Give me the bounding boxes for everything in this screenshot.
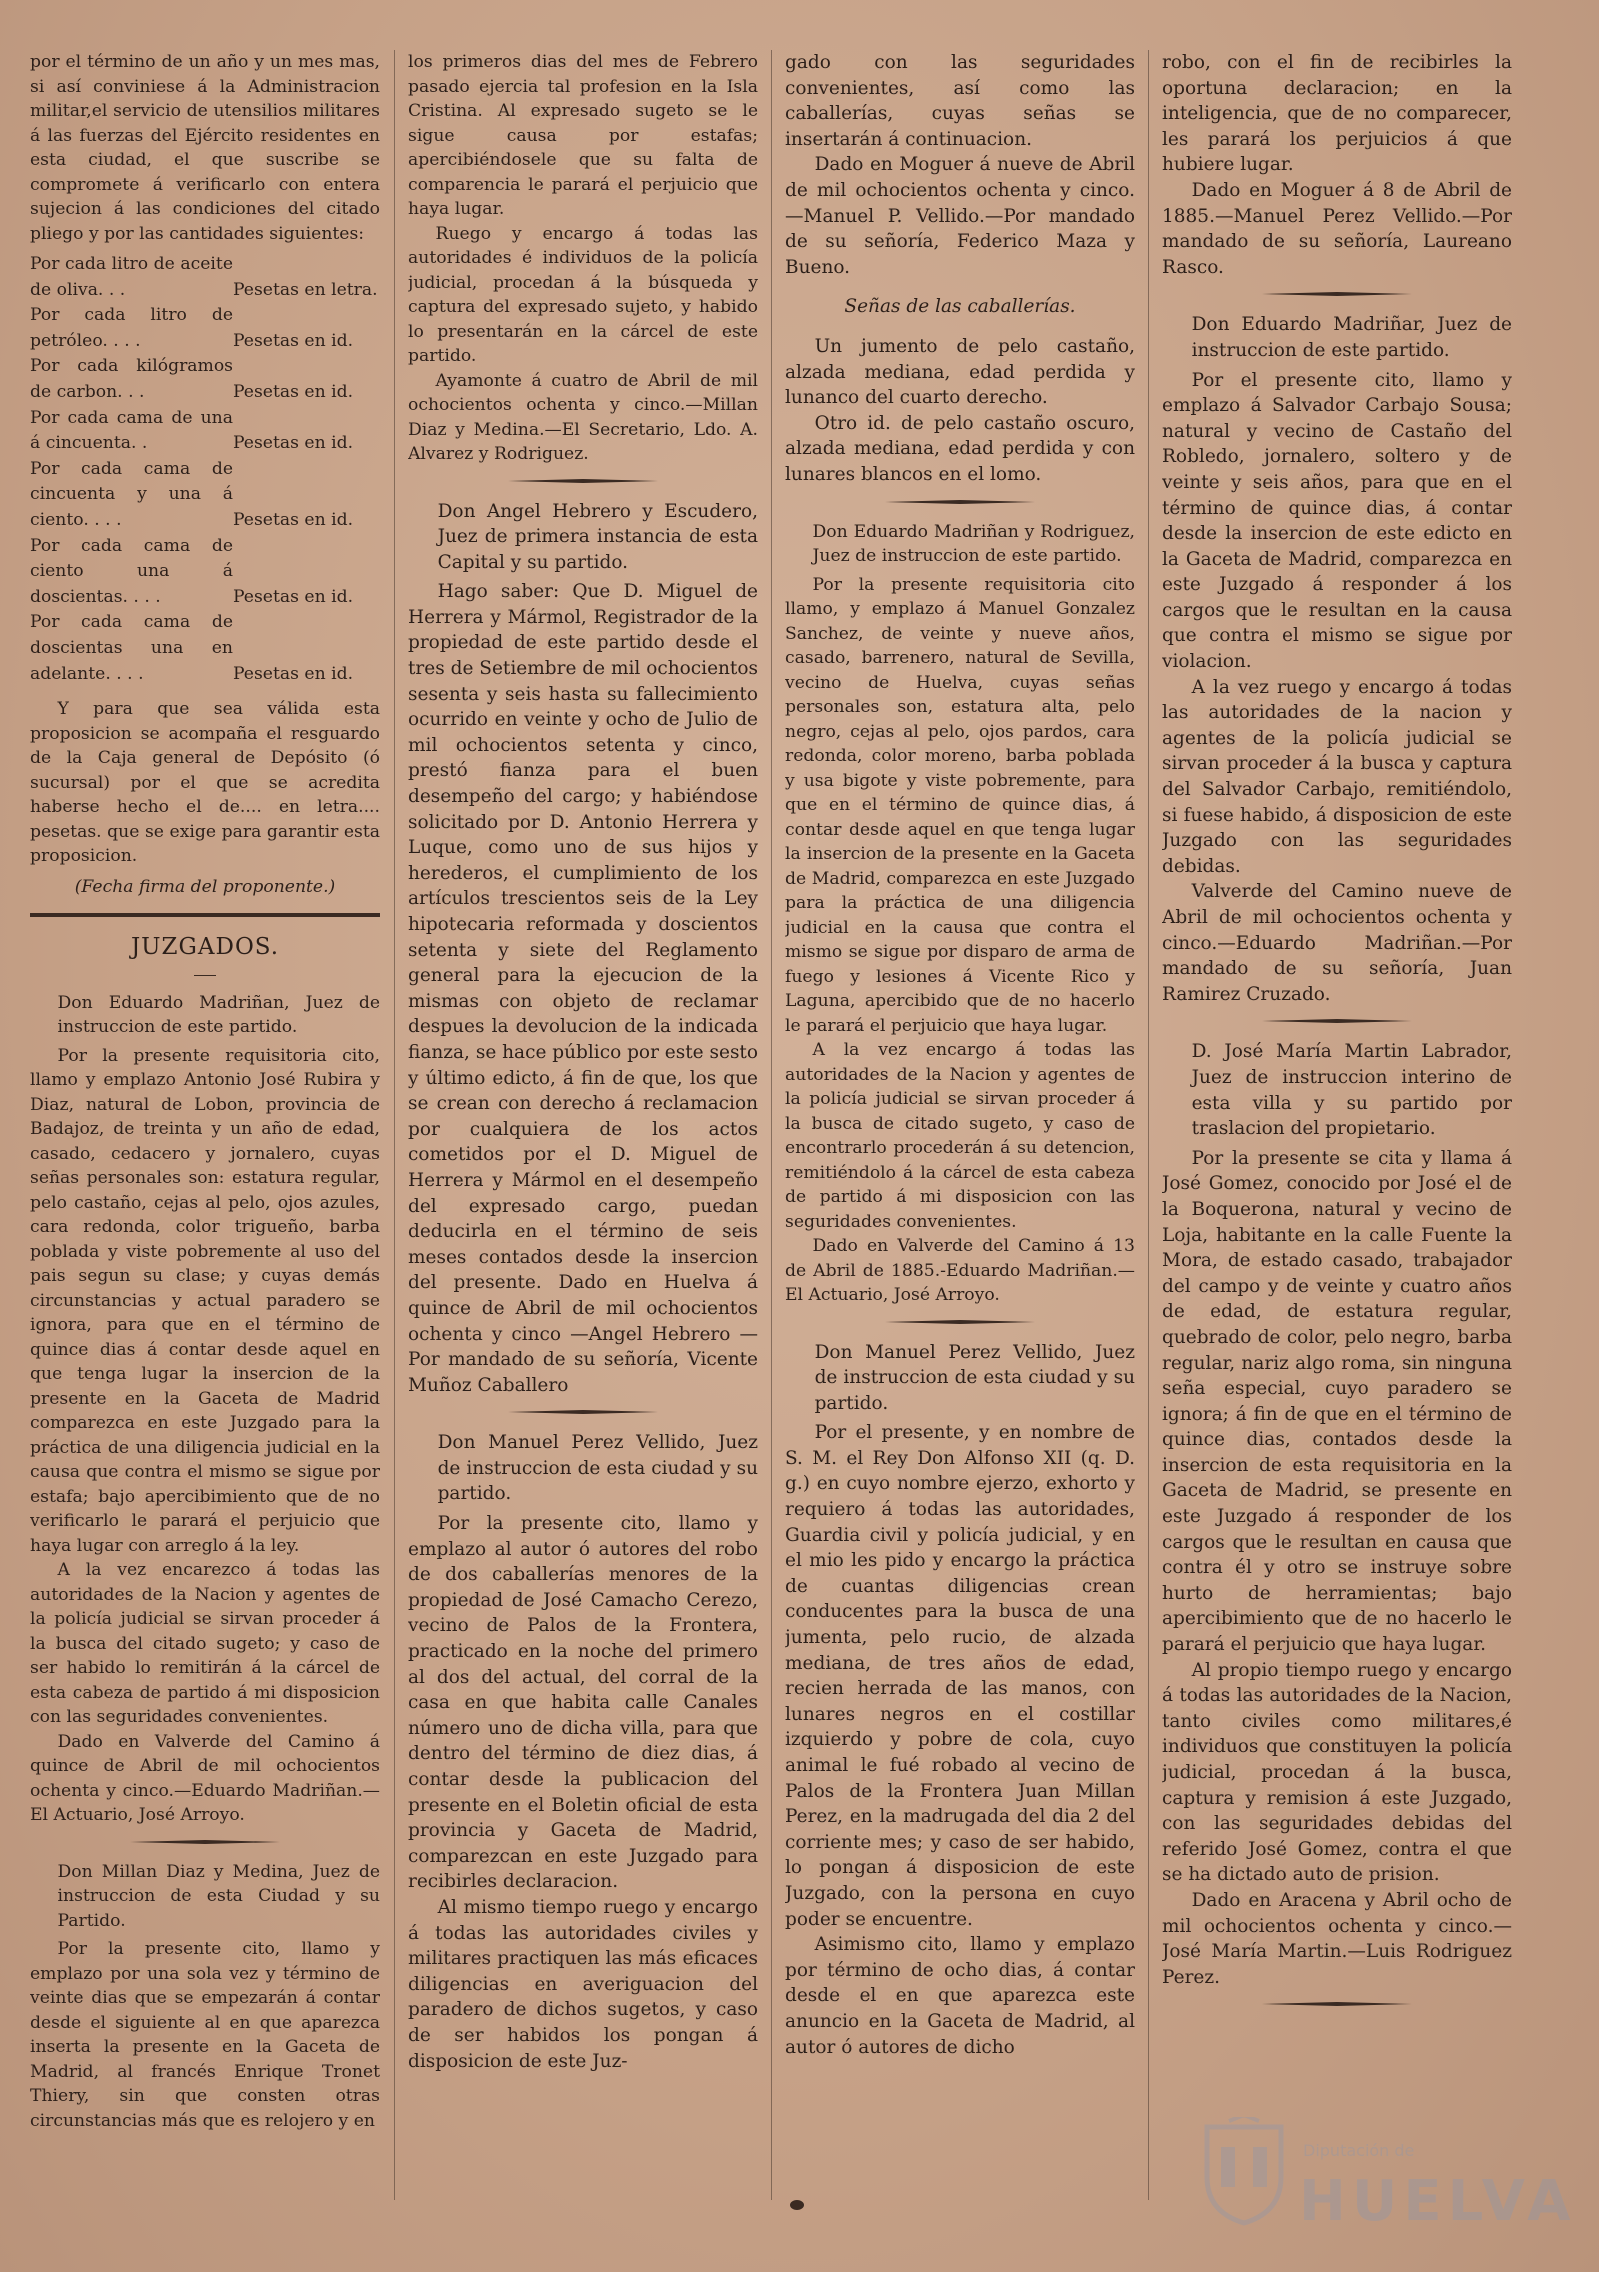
- ornament-divider: [1262, 1019, 1412, 1023]
- paragraph: Ayamonte á cuatro de Abril de mil ochocientos ochenta y cinco.—Millan Diaz y Medina.—El Secretario, Ldo. A. Alvarez y Rodriguez.: [408, 370, 758, 464]
- subheading: Señas de las caballerías.: [844, 296, 1076, 318]
- edict-heading: Don Manuel Perez Vellido, Juez de instruccion de esta ciudad y su partido.: [814, 1341, 1135, 1414]
- edict-heading: Don Eduardo Madriñar, Juez de instruccion de este partido.: [1191, 314, 1512, 361]
- paragraph: Por el presente, y en nombre de S. M. el Rey Don Alfonso XII (q. D. g.) en cuyo nombre ejerzo, exhorto y requiero á todas las autoridades, Guardia civil y policía judicial, y en el mio les pido y encargo la práctica de cuantas diligencias crean conducentes para la busca de una jumenta, pelo rucio, de alzada mediana, de tres años de edad, recien herrada de las manos, con lunares negros en el costillar izquierdo y pobre de cola, cuyo animal le fué robado al vecino de Palos de la Frontera Juan Millan Perez, en la madrugada del dia 2 del corriente mes; y caso de ser habido, lo pongan á disposicion de este Juzgado, con la persona en cuyo poder se encuentre.: [785, 1422, 1135, 1930]
- newspaper-page: [30, 50, 1550, 2230]
- price-row: Por cada cama de cincuenta y una á ciento. . . . Pesetas en id.: [30, 458, 354, 530]
- ornament-divider: [885, 1320, 1035, 1324]
- paragraph: A la vez ruego y encargo á todas las autoridades de la nacion y agentes de la policía judicial se sirvan proceder á la busca y captura del Salvador Carbajo, remitiéndolo, si fuese habido, á disposicion de este Juzgado con las seguridades debidas.: [1162, 676, 1512, 877]
- paragraph: Dado en Valverde del Camino á quince de Abril de mil ochocientos ochenta y cinco.—Eduardo Madriñan.—El Actuario, José Arroyo.: [30, 1731, 380, 1826]
- section-rule: [30, 913, 380, 917]
- column-3: [785, 50, 1135, 2230]
- paragraph: Dado en Aracena y Abril ocho de mil ochocientos ochenta y cinco.—José María Martin.—Luis Rodriguez Perez.: [1162, 1889, 1512, 1988]
- paragraph: A la vez encarezco á todas las autoridades de la Nacion y agentes de la policía judicial se sirvan proceder á la busca del citado sugeto; y caso de ser habido lo remitirán á la cárcel de esta cabeza de partido á mi disposicion con las seguridades convenientes.: [30, 1560, 380, 1728]
- ornament-divider: [508, 1410, 658, 1414]
- paragraph: Un jumento de pelo castaño, alzada mediana, edad perdida y lunanco del cuarto derecho.: [785, 335, 1135, 409]
- paragraph: Hago saber: Que D. Miguel de Herrera y Mármol, Registrador de la propiedad de este partido desde el tres de Setiembre de mil ochocientos sesenta y seis hasta su fallecimiento ocurrido en veinte y ocho de Julio de mil ochocientos setenta y cinco, prestó fianza para el buen desempeño del cargo; y habiéndose solicitado por D. Antonio Herrera y Luque, como uno de sus hijos y herederos, el cumplimiento de los artículos trescientos seis de la Ley hipotecaria reformada y doscientos setenta y siete del Reglamento general para la ejecucion de la mismas con objeto de reclamar despues la devolucion de la indicada fianza, se hace público por este sesto y último edicto, á fin de que, los que se crean con derecho á reclamacion por cualquiera de los actos cometidos por el D. Miguel de Herrera y Mármol en el desempeño del expresado cargo, puedan deducirla en el término de seis meses contados desde la insercion del presente. Dado en Huelva á quince de Abril de mil ochocientos ochenta y cinco —Angel Hebrero — Por mandado de su señoría, Vicente Muñoz Caballero: [408, 581, 758, 1396]
- price-row: Por cada cama de ciento una á doscientas. . . . Pesetas en id.: [30, 535, 354, 607]
- paragraph: por el término de un año y un mes mas, si así conviniese á la Administracion militar,el servicio de utensilios militares á las fuerzas del Ejército residentes en esta ciudad, el que suscribe se compromete á verificarlo con entera sujecion á las condiciones del citado pliego y por las cantidades siguientes:: [30, 52, 380, 244]
- paragraph: Por la presente cito, llamo y emplazo al autor ó autores del robo de dos caballerías menores de la propiedad de José Camacho Cerezo, vecino de Palos de la Frontera, practicado en la noche del primero al dos del actual, del corral de la casa en que habita calle Canales número uno de dicha villa, para que dentro del término de diez dias, á contar desde la publicacion del presente en el Boletin oficial de esta provincia y Gaceta de Madrid, comparezcan en este Juzgado para recibirles declaracion.: [408, 1513, 758, 1893]
- ornament-divider: [885, 500, 1035, 504]
- price-row: Por cada litro de petróleo. . . . Pesetas en id.: [30, 305, 354, 351]
- paragraph: robo, con el fin de recibirles la oportuna declaracion; en la inteligencia, que de no comparecer, les parará los perjuicios á que hubiere lugar.: [1162, 52, 1512, 176]
- ornament-divider: [130, 1840, 280, 1844]
- edict-heading: D. José María Martin Labrador, Juez de instruccion interino de esta villa y su partido por traslacion del propietario.: [1191, 1041, 1512, 1140]
- edict-heading: Don Millan Diaz y Medina, Juez de instruccion de esta Ciudad y su Partido.: [57, 1861, 380, 1931]
- price-table: [30, 252, 380, 687]
- paragraph: Por la presente se cita y llama á José Gomez, conocido por José el de la Boquerona, natural y vecino de Loja, habitante en la calle Fuente la Mora, de estado casado, trabajador del campo y de veinte y cuatro años de edad, de estatura regular, quebrado de color, pelo negro, barba regular, nariz algo roma, sin ninguna seña especial, cuyo paradero se ignora; á fin de que en el término de quince dias, contados desde la insercion de esta requisitoria en la Gaceta de Madrid, se presente en este Juzgado á responder de los cargos que le resultan en causa que contra él y otro se instruye sobre hurto de herramientas; bajo apercibimiento que de no hacerlo le parará el perjuicio que haya lugar.: [1162, 1147, 1512, 1656]
- paragraph: gado con las seguridades convenientes, así como las caballerías, cuyas señas se insertarán á continuacion.: [785, 52, 1135, 150]
- watermark-logo: [1199, 2117, 1577, 2234]
- section-title: JUZGADOS.: [130, 934, 280, 961]
- paragraph: Dado en Moguer á nueve de Abril de mil ochocientos ochenta y cinco.—Manuel P. Vellido.—Por mandado de su señoría, Federico Maza y Bueno.: [785, 154, 1135, 278]
- price-row: Por cada litro de aceite de oliva. . . Pesetas en letra.: [30, 254, 378, 300]
- signature-line: (Fecha firma del proponente.): [74, 876, 336, 897]
- shield-icon: [1199, 2117, 1289, 2227]
- paragraph: Dado en Valverde del Camino á 13 de Abril de 1885.-Eduardo Madriñan.—El Actuario, José Arroyo.: [785, 1236, 1135, 1305]
- paragraph: Ruego y encargo á todas las autoridades é individuos de la policía judicial, procedan á la búsqueda y captura del expresado sujeto, y habido lo presentarán en la cárcel de este partido.: [408, 223, 758, 366]
- column-rule: [771, 50, 772, 2200]
- column-2: [408, 50, 758, 2230]
- paragraph: Por la presente requisitoria cito llamo, y emplazo á Manuel Gonzalez Sanchez, de veinte y nueve años, casado, barrenero, natural de Sevilla, vecino de Huelva, cuyas señas personales son, estatura alta, pelo negro, cejas al pelo, ojos pardos, cara redonda, color moreno, barba poblada y usa bigote y viste pobremente, para que en el término de quince dias, á contar desde aquel en que tenga lugar la insercion de la presente en la Gaceta de Madrid, comparezca en este Juzgado para la práctica de una diligencia judicial en la causa que contra el mismo se sigue por disparo de arma de fuego y lesiones á Vicente Rico y Laguna, apercibido que de no hacerlo le parará el perjuicio que haya lugar.: [785, 574, 1135, 1036]
- edict-heading: Don Manuel Perez Vellido, Juez de instruccion de esta ciudad y su partido.: [437, 1432, 758, 1505]
- divider: [30, 965, 380, 977]
- column-1: [30, 50, 380, 2230]
- watermark-title: HUELVA: [1299, 2169, 1577, 2234]
- price-row: Por cada kilógramos de carbon. . . Pesetas en id.: [30, 356, 354, 402]
- paper-blemish: [790, 2200, 804, 2210]
- edict-heading: Don Angel Hebrero y Escudero, Juez de primera instancia de esta Capital y su partido.: [437, 500, 758, 573]
- ornament-divider: [508, 479, 658, 483]
- ornament-divider: [1262, 292, 1412, 296]
- paragraph: Otro id. de pelo castaño oscuro, alzada mediana, edad perdida y con lunares blancos en el lomo.: [785, 412, 1135, 485]
- column-rule: [1148, 50, 1149, 2200]
- edict-heading: Don Eduardo Madriñan y Rodriguez, Juez de instruccion de este partido.: [812, 521, 1135, 566]
- paragraph: Por la presente cito, llamo y emplazo por una sola vez y término de veinte dias que se empezarán á contar desde el siguiente al en que aparezca inserta la presente en la Gaceta de Madrid, al francés Enrique Tronet Thiery, sin que consten otras circunstancias más que es relojero y en: [30, 1939, 380, 2131]
- paragraph: Y para que sea válida esta proposicion se acompaña el resguardo de la Caja general de Depósito (ó sucursal) por el que se acredita haberse hecho el de.... en letra.... pesetas. que se exige para garantir esta proposicion.: [30, 699, 380, 867]
- column-rule: [394, 50, 395, 2200]
- paragraph: Por la presente requisitoria cito, llamo y emplazo Antonio José Rubira y Diaz, natural de Lobon, provincia de Badajoz, de treinta y un año de edad, casado, cedacero y jornalero, cuyas señas personales son: estatura regular, pelo castaño, cejas al pelo, ojos azules, cara redonda, color trigueño, barba poblada y viste pobremente al uso del pais segun su clase; y cuyas demás circunstancias y actual paradero se ignora, para que en el término de quince dias á contar desde aquel en que tenga lugar la insercion de la presente en la Gaceta de Madrid comparezca en este Juzgado para la práctica de una diligencia judicial en la causa que contra el mismo se sigue por estafa; bajo apercibimiento que de no verificarlo le parará el perjuicio que haya lugar con arreglo á la ley.: [30, 1045, 380, 1556]
- ornament-divider: [1262, 2002, 1412, 2006]
- column-4: [1162, 50, 1512, 2230]
- paragraph: Al propio tiempo ruego y encargo á todas las autoridades de la Nacion, tanto civiles como militares,é individuos que constituyen la policía judicial, procedan á la busca, captura y remision á este Juzgado, con las seguridades debidas del referido José Gomez, contra el que se ha dictado auto de prision.: [1162, 1659, 1512, 1886]
- paragraph: Valverde del Camino nueve de Abril de mil ochocientos ochenta y cinco.—Eduardo Madriñan.—Por mandado de su señoría, Juan Ramirez Cruzado.: [1162, 881, 1512, 1005]
- watermark-subtitle: Diputación de: [1303, 2141, 1415, 2160]
- paragraph: Dado en Moguer á 8 de Abril de 1885.—Manuel Perez Vellido.—Por mandado de su señoría, Laureano Rasco.: [1162, 179, 1512, 278]
- paragraph: Por el presente cito, llamo y emplazo á Salvador Carbajo Sousa; natural y vecino de Castaño del Robledo, jornalero, soltero y de veinte y seis años, para que en el término de quince dias, á contar desde la insercion de este edicto en la Gaceta de Madrid, comparezca en este Juzgado á responder á los cargos que le resultan en la causa que contra el mismo se sigue por violacion.: [1162, 369, 1512, 673]
- paragraph: Asimismo cito, llamo y emplazo por término de ocho dias, á contar desde el en que aparezca este anuncio en la Gaceta de Madrid, al autor ó autores de dicho: [785, 1934, 1135, 2058]
- price-row: Por cada cama de una á cincuenta. . Pesetas en id.: [30, 407, 354, 454]
- price-row: Por cada cama de doscientas una en adelante. . . . Pesetas en id.: [30, 612, 354, 684]
- paragraph: los primeros dias del mes de Febrero pasado ejercia tal profesion en la Isla Cristina. Al expresado sugeto se le sigue causa por estafas; apercibiéndosele que su falta de comparencia le parará el perjuicio que haya lugar.: [408, 52, 758, 219]
- paragraph: Al mismo tiempo ruego y encargo á todas las autoridades civiles y militares practiquen las más eficaces diligencias en averiguacion del paradero de dichos sugetos, y caso de ser habidos los pongan á disposicion de este Juz-: [408, 1896, 758, 2072]
- paragraph: A la vez encargo á todas las autoridades de la Nacion y agentes de la policía judicial se sirvan proceder á la busca de citado sugeto, y caso de encontrarlo procederán á su detencion, remitiéndolo á la cárcel de esta cabeza de partido á mi disposicion con las seguridades convenientes.: [785, 1040, 1135, 1232]
- edict-heading: Don Eduardo Madriñan, Juez de instruccion de este partido.: [57, 992, 380, 1038]
